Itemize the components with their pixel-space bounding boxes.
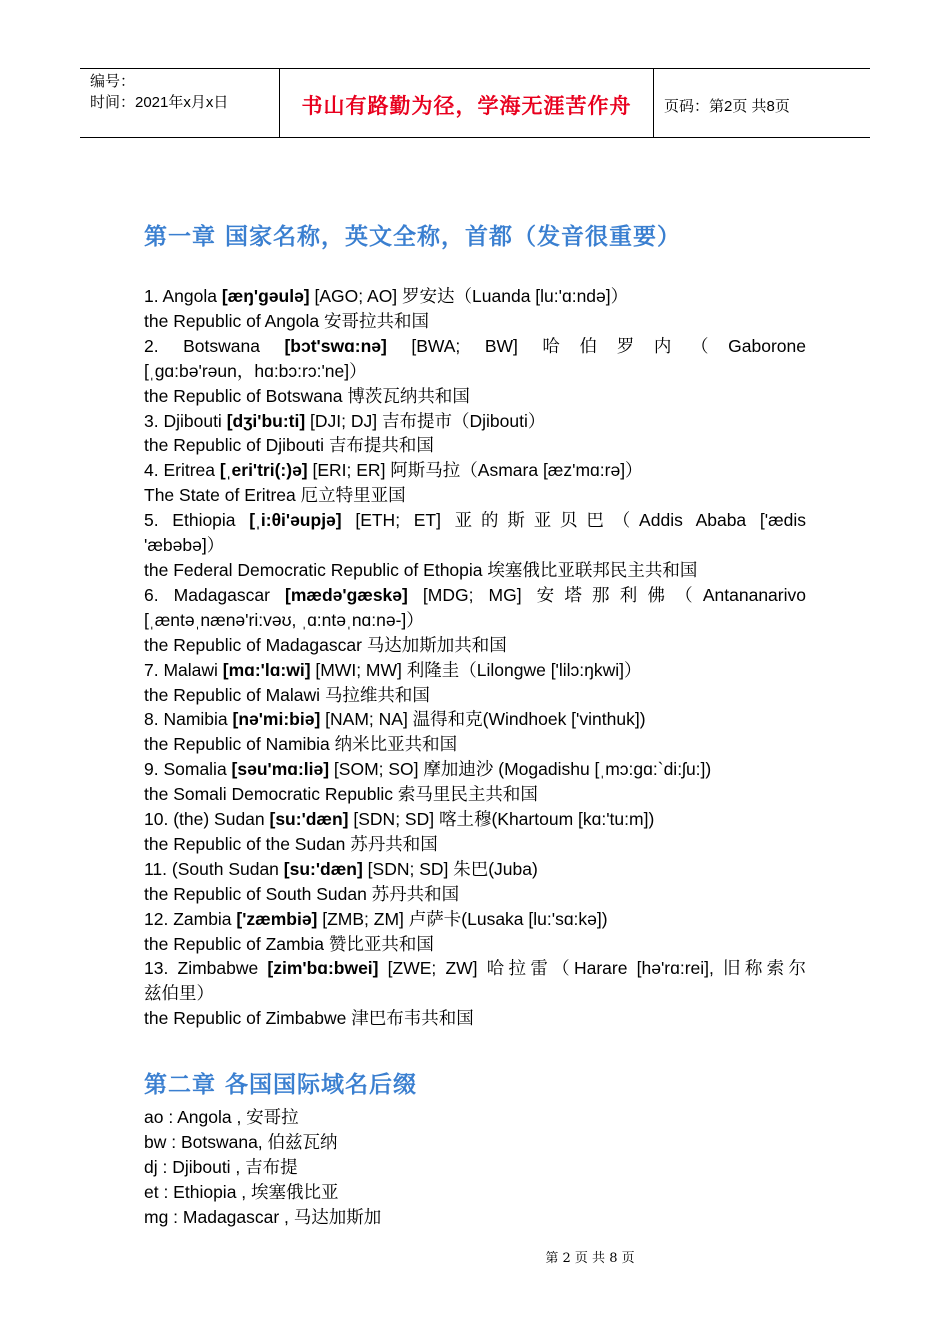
text-line <box>144 857 806 882</box>
motto: 书山有路勤为径，学海无涯苦作舟 <box>301 94 632 118</box>
text-segment: the Somali Democratic Republic 索马里民主共和国 <box>144 784 538 805</box>
phonetic: [zim'bɑ:bwei] <box>267 958 379 979</box>
text-segment: 7. Malawi <box>144 659 223 680</box>
phonetic: [dʒi'bu:ti] <box>226 410 306 431</box>
text-segment: the Republic of Djibouti 吉布提共和国 <box>144 435 434 456</box>
text-segment: [DJI; DJ] 吉布提市（Djibouti） <box>305 410 546 431</box>
phonetic: [nə'mi:biə] <box>232 709 321 730</box>
text-segment: 2. Botswana <box>144 335 285 356</box>
text-segment: [AGO; AO] 罗安达（Luanda [lu:'ɑ:ndə]） <box>309 286 629 306</box>
domain-line: mg : Madagascar , 马达加斯加 <box>144 1206 382 1227</box>
text-segment: [ZWE; ZW] 哈拉雷（Harare [hə'rɑ:rei], 旧称索尔 <box>378 958 806 979</box>
text-line <box>144 932 806 957</box>
text-line <box>144 658 806 683</box>
text-segment: The State of Eritrea 厄立特里亚国 <box>144 485 406 506</box>
text-segment: 'æbəbə]） <box>144 535 225 556</box>
page-header <box>80 68 870 138</box>
text-segment: [SDN; SD] 朱巴(Juba) <box>362 858 538 879</box>
text-line <box>144 558 806 583</box>
text-segment: 12. Zambia <box>144 908 237 929</box>
text-segment: 兹伯里） <box>144 983 214 1004</box>
text-line <box>144 956 806 981</box>
header-meta <box>80 69 280 137</box>
phonetic: [mædə'gæskə] <box>285 584 408 605</box>
phonetic: ['zæmbiə] <box>236 908 318 929</box>
time-label: 时间：2021年x月x日 <box>90 94 229 111</box>
text-line <box>144 359 806 384</box>
text-line <box>144 882 806 907</box>
domain-line: bw : Botswana, 伯兹瓦纳 <box>144 1131 338 1152</box>
text-segment: [ERI; ER] 阿斯马拉（Asmara [æz'mɑ:rə]） <box>307 460 643 481</box>
text-segment: the Republic of Namibia 纳米比亚共和国 <box>144 734 458 755</box>
phonetic: [bɔt'swɑ:nə] <box>284 335 387 356</box>
text-line <box>144 458 806 483</box>
phonetic: [ˌeri'tri(:)ə] <box>219 460 308 481</box>
text-line <box>144 533 806 558</box>
text-segment: [BWA; BW] 哈伯罗内（Gaborone <box>386 335 806 356</box>
phonetic: [su:'dæn] <box>269 809 349 830</box>
text-line <box>144 1006 806 1031</box>
text-segment: the Republic of Madagascar 马达加斯加共和国 <box>144 634 507 655</box>
text-segment: 5. Ethiopia <box>144 510 250 531</box>
chapter-1-title: 第一章 国家名称，英文全称，首都（发音很重要） <box>144 224 682 250</box>
text-line <box>144 807 806 832</box>
serial-label: 编号： <box>90 73 136 90</box>
text-line <box>144 907 806 932</box>
phonetic: [ˌi:θi'əupjə] <box>249 510 342 531</box>
text-segment: 11. (South Sudan <box>144 858 284 879</box>
text-line <box>144 782 806 807</box>
text-segment: the Republic of Botswana 博茨瓦纳共和国 <box>144 385 470 406</box>
text-segment: 9. Somalia <box>144 759 232 780</box>
text-segment: the Republic of Zimbabwe 津巴布韦共和国 <box>144 1008 474 1029</box>
text-line <box>144 608 806 633</box>
text-line <box>144 284 806 309</box>
text-segment: 13. Zimbabwe <box>144 958 268 979</box>
phonetic: [æŋ'gəulə] <box>221 286 310 306</box>
text-segment: 1. Angola <box>144 286 222 306</box>
text-line <box>144 433 806 458</box>
page-footer: 第 2 页 共 8 页 <box>545 1251 635 1266</box>
text-segment: the Federal Democratic Republic of Ethopia 埃塞俄比亚联邦民主共和国 <box>144 559 698 580</box>
header-motto-cell <box>280 69 654 137</box>
text-line <box>144 483 806 508</box>
text-line <box>144 981 806 1006</box>
text-segment: 8. Namibia <box>144 709 233 730</box>
header-page-info-cell <box>654 73 870 137</box>
text-segment: [ˌgɑ:bə'rəun，hɑ:bɔ:rɔ:'ne]） <box>144 360 367 381</box>
country-list <box>144 284 806 1031</box>
text-line <box>144 732 806 757</box>
text-line <box>144 633 806 658</box>
phonetic: [səu'mɑ:liə] <box>231 759 330 780</box>
domain-line: et : Ethiopia , 埃塞俄比亚 <box>144 1181 339 1202</box>
text-segment: the Republic of Malawi 马拉维共和国 <box>144 684 430 705</box>
text-segment: [SDN; SD] 喀土穆(Khartoum [kɑ:'tu:m]) <box>348 809 655 830</box>
text-segment: 6. Madagascar <box>144 584 286 605</box>
text-line <box>144 832 806 857</box>
text-segment: the Republic of the Sudan 苏丹共和国 <box>144 833 438 854</box>
text-line <box>144 508 806 533</box>
text-segment: 10. (the) Sudan <box>144 809 270 830</box>
text-segment: the Republic of Zambia 赞比亚共和国 <box>144 933 434 954</box>
text-line <box>144 334 806 359</box>
chapter-2-title: 第二章 各国国际域名后缀 <box>144 1072 418 1098</box>
page-info: 页码：第2页 共8页 <box>664 97 790 115</box>
phonetic: [mɑ:'lɑ:wi] <box>222 659 311 680</box>
text-segment: [MWI; MW] 利隆圭（Lilongwe ['lilɔ:ŋkwi]） <box>310 659 642 680</box>
text-segment: [SOM; SO] 摩加迪沙 (Mogadishu [ˌmɔ:gɑ:`di:ʃu:]) <box>329 759 712 780</box>
text-line <box>144 409 806 434</box>
text-line <box>144 707 806 732</box>
text-segment: 4. Eritrea <box>144 460 220 481</box>
text-segment: [ETH; ET] 亚的斯亚贝巴（Addis Ababa ['ædis <box>341 510 807 531</box>
text-segment: the Republic of Angola 安哥拉共和国 <box>144 310 429 331</box>
text-line <box>144 683 806 708</box>
text-segment: [MDG; MG] 安塔那利佛（Antananarivo <box>407 584 806 605</box>
domain-line: dj : Djibouti , 吉布提 <box>144 1156 298 1177</box>
text-line <box>144 309 806 334</box>
phonetic: [su:'dæn] <box>283 858 363 879</box>
text-segment: [ZMB; ZM] 卢萨卡(Lusaka [lu:'sɑ:kə]) <box>317 908 608 929</box>
text-segment: [ˌæntəˌnænə'ri:vəʊ, ˌɑ:ntəˌnɑ:nə-]） <box>144 609 424 630</box>
text-line <box>144 384 806 409</box>
text-line <box>144 583 806 608</box>
domain-list <box>144 1105 806 1230</box>
text-segment: [NAM; NA] 温得和克(Windhoek ['vinthuk]) <box>320 709 646 730</box>
text-line <box>144 757 806 782</box>
domain-line: ao : Angola , 安哥拉 <box>144 1107 299 1127</box>
text-segment: the Republic of South Sudan 苏丹共和国 <box>144 883 460 904</box>
text-segment: 3. Djibouti <box>144 410 227 431</box>
